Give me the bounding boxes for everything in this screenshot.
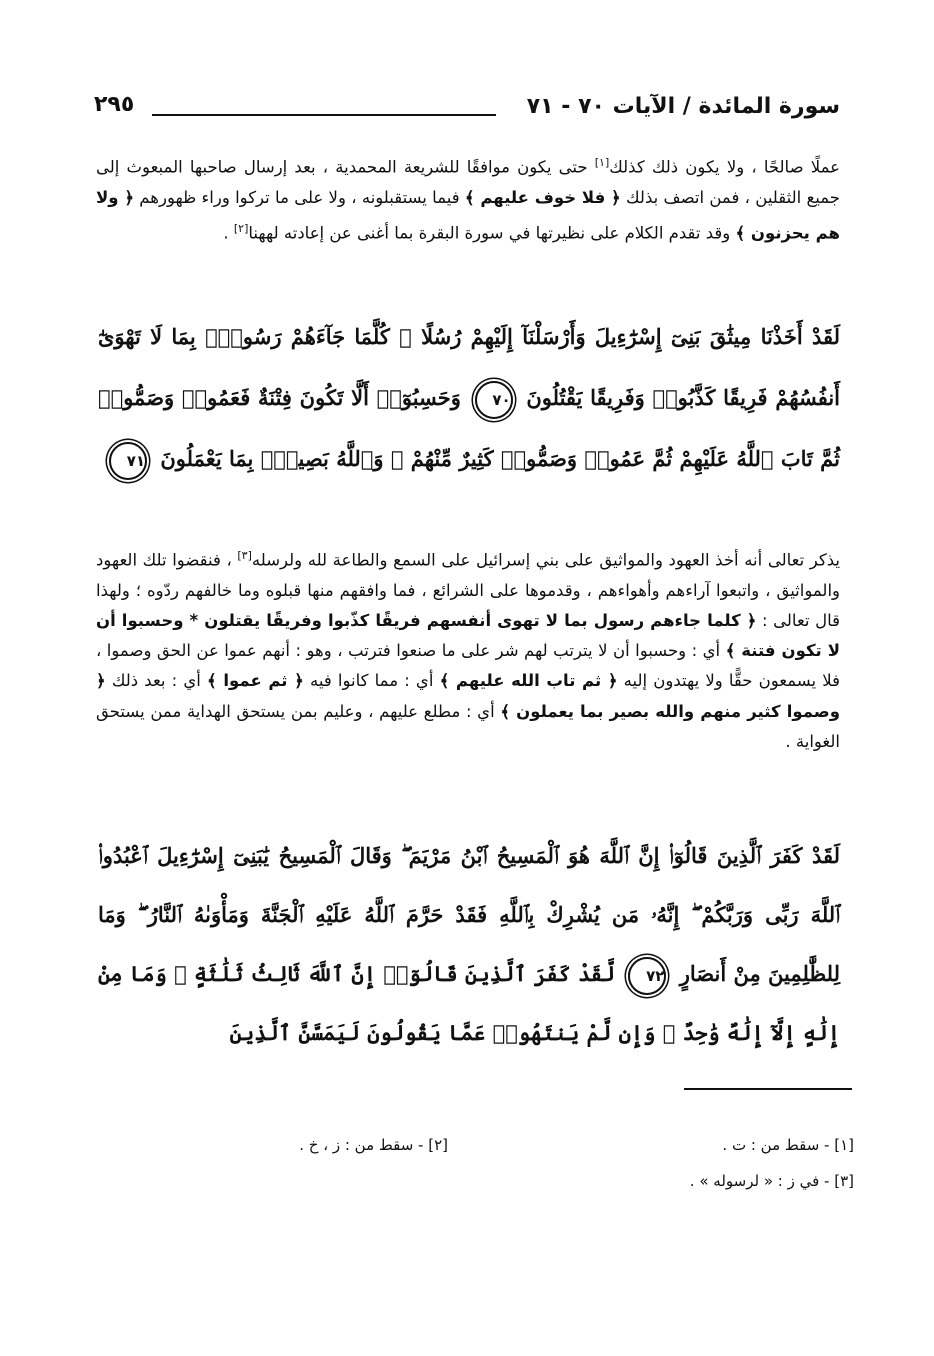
footnote-2: [٢] - سقط من : ز ، خ . xyxy=(299,1136,448,1154)
verse-text: لَّقَدْ كَفَرَ ٱلَّذِينَ قَالُوٓا۟ إِنَّ ٱللَّهَ ثَالِثُ ثَلَٰثَةٍ ۘ وَمَا مِنْ إِلَٰهٍ إِلَّآ إِلَٰهٌ وَٰحِدٌ ۚ وَإِن لَّمْ يَنتَهُوا۟ عَمَّا يَقُولُونَ لَيَمَسَّنَّ ٱلَّذِينَ xyxy=(98,961,840,1045)
page-number: ٢٩٥ xyxy=(94,92,135,117)
text: ، فنقضوا تلك العهود والمواثيق ، واتبعوا آراءهم وأهواءهم ، وقدموها على الشرائع ، فما وافقهم منها قبلوه وما خالفهم ردّوه ؛ ولهذا قال تعالى : xyxy=(96,550,840,630)
quran-verses-70-71 xyxy=(98,306,840,489)
text: أي : مما كانوا فيه xyxy=(303,671,440,691)
header-rule xyxy=(152,114,496,116)
ayah-number-mark: ٧١ xyxy=(109,442,147,480)
footnote-1: [١] - سقط من : ت . xyxy=(722,1136,854,1154)
text: أي : مطلع عليهم ، وعليم بمن يستحق الهداية ممن يستحق الغواية . xyxy=(96,701,840,751)
text: يذكر تعالى أنه أخذ العهود والمواثيق على بني إسرائيل على السمع والطاعة لله ولرسله xyxy=(251,550,840,570)
quran-quote: ﴿ وصموا كثير منهم والله بصير بما يعملون ﴾ xyxy=(96,671,840,721)
footnote-3: [٣] - في ز : « لرسوله » . xyxy=(689,1172,854,1190)
footnote-ref: [٣] xyxy=(237,549,252,562)
text: . xyxy=(223,223,234,242)
footnote-separator xyxy=(684,1088,852,1090)
quran-quote: ﴿ فلا خوف عليهم ﴾ xyxy=(464,188,621,207)
verse-text: لَقَدْ أَخَذْنَا مِيثَٰقَ بَنِىٓ إِسْرَٰٓءِيلَ وَأَرْسَلْنَآ إِلَيْهِمْ رُسُلًا ۖ كُلَّمَا جَآءَهُمْ رَسُولٌۢ بِمَا لَا تَهْوَىٰٓ أَنفُسُهُمْ فَرِيقًا كَذَّبُوا۟ وَفَرِيقًا يَقْتُلُونَ xyxy=(98,324,841,410)
ayah-number-mark: ٧٠ xyxy=(475,381,513,419)
text: حتى يكون موافقًا للشريعة المحمدية ، بعد إرسال صاحبها المبعوث إلى جميع الثقلين ، فمن اتصف بذلك xyxy=(96,157,840,207)
surah-title: سورة المائدة / الآيات ٧٠ - ٧١ xyxy=(526,94,840,119)
quran-quote: ﴿ ولا هم يحزنون ﴾ xyxy=(96,188,840,242)
text: وقد تقدم الكلام على نظيرتها في سورة البقرة بما أغنى عن إعادته لههنا xyxy=(248,223,736,242)
quran-quote: ﴿ كلما جاءهم رسول بما لا تهوى أنفسهم فريقًا كذّبوا وفريقًا يقتلون * وحسبوا أن لا تكون فتنة ﴾ xyxy=(96,610,841,661)
text: أي : وحسبوا أن لا يترتب لهم شر على ما صنعوا فترتب ، وهو : أنهم عموا عن الحق وصموا ، فلا يسمعون حقًّا ولا يهتدون إليه xyxy=(96,641,840,691)
text: فيما يستقبلونه ، ولا على ما تركوا وراء ظهورهم xyxy=(134,188,465,207)
footnote-ref: [١] xyxy=(594,156,610,169)
footnote-ref: [٢] xyxy=(233,221,249,235)
text: عملًا صالحًا ، ولا يكون ذلك كذلك xyxy=(609,157,840,177)
text: أي : بعد ذلك xyxy=(105,671,208,691)
commentary-paragraph-2 xyxy=(96,541,840,757)
verse-text: وَحَسِبُوٓا۟ أَلَّا تَكُونَ فِتْنَةٌ فَعَمُوا۟ وَصَمُّوا۟ ثُمَّ تَابَ ٱللَّهُ عَلَيْهِمْ ثُمَّ عَمُوا۟ وَصَمُّوا۟ كَثِيرٌ مِّنْهُمْ ۚ وَٱللَّهُ بَصِيرٌۢ بِمَا يَعْمَلُونَ xyxy=(98,385,840,471)
quran-verses-72-73 xyxy=(98,826,840,1062)
commentary-paragraph-1 xyxy=(96,148,840,249)
page-header xyxy=(94,92,840,126)
quran-quote: ﴿ ثم عموا ﴾ xyxy=(207,671,304,691)
ayah-number-mark: ٧٢ xyxy=(628,957,666,995)
verse-text: لَقَدْ كَفَرَ ٱلَّذِينَ قَالُوٓا۟ إِنَّ ٱللَّهَ هُوَ ٱلْمَسِيحُ ٱبْنُ مَرْيَمَ ۖ وَقَالَ ٱلْمَسِيحُ يَٰبَنِىٓ إِسْرَٰٓءِيلَ ٱعْبُدُوا۟ ٱللَّهَ رَبِّى وَرَبَّكُمْ ۖ إِنَّهُۥ مَن يُشْرِكْ بِٱللَّهِ فَقَدْ حَرَّمَ ٱللَّهُ عَلَيْهِ ٱلْجَنَّةَ وَمَأْوَىٰهُ ٱلنَّارُ ۖ وَمَا لِلظَّٰلِمِينَ مِنْ أَنصَارٍ xyxy=(98,843,841,986)
quran-quote: ﴿ ثم تاب الله عليهم ﴾ xyxy=(439,671,618,691)
